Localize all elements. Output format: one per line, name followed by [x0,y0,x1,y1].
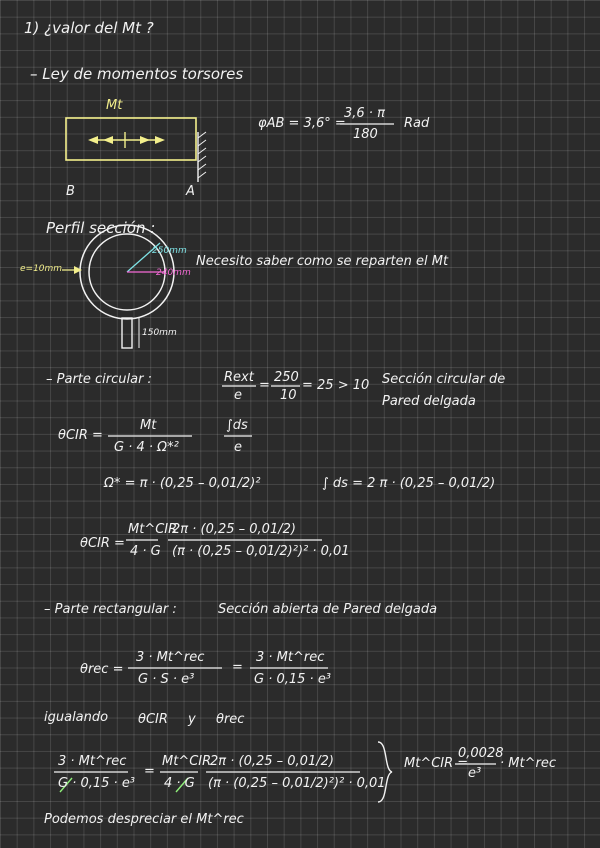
beam-label: Mt [106,98,123,113]
theta-cir2-lhs: θCIR = [80,536,125,551]
equating-label: igualando [44,710,109,725]
theta-cir-lhs: θCIR = [58,428,103,443]
theta-cir2-body-den: (π · (0,25 – 0,01/2)²)² · 0,01 [172,544,350,559]
theta-rec-frac2-den: G · 0,15 · e³ [254,672,332,687]
section-stem-rect [122,318,132,348]
section-heading-profile: Perfil sección : [46,219,156,237]
theta-rec-frac1-num: 3 · Mt^rec [136,650,205,665]
phi-unit: Rad [404,116,430,131]
ratio-numerator: Rext [224,370,254,385]
omega-equation: Ω* = π · (0,25 – 0,01/2)² [104,476,261,491]
beam-rect [66,118,196,160]
ds-equation: ∫ ds = 2 π · (0,25 – 0,01/2) [322,476,496,491]
dim-stem-label: 150mm [142,328,177,338]
theta-cir2-body: 2π · (0,25 – 0,01/2) [172,522,296,537]
dim-thickness-label: e=10mm [20,264,63,274]
result-denominator: e³ [468,766,482,781]
dim-outer-label: 250mm [152,246,187,256]
torque-arrow-left2-icon [103,136,113,144]
circular-description-2: Pared delgada [382,394,476,409]
torque-arrow-left-icon [88,136,98,144]
phi-lhs: φAB = 3,6° = [258,116,346,131]
theta-rec-frac2-num: 3 · Mt^rec [256,650,325,665]
question-title: 1) ¿valor del Mt ? [24,19,154,37]
theta-cir-frac2-num: ∫ds [226,418,248,433]
result-lhs: Mt^CIR = [404,756,469,771]
phi-denominator: 180 [353,127,378,142]
ratio-equals: = [259,378,270,393]
conclusion: Podemos despreciar el Mt^rec [44,812,244,827]
result-brace [378,742,392,802]
eq-lhs-num: 3 · Mt^rec [58,754,127,769]
torque-arrow-right2-icon [140,136,150,144]
beam-end-a: A [186,184,195,199]
equating-theta-rec: θrec [216,712,245,727]
ratio-value-denominator: 10 [280,388,297,403]
theta-cir-frac1-num: Mt [140,418,157,433]
theta-cir-frac2-den: e [234,440,242,455]
theta-rec-equals: = [232,660,243,675]
circular-part-label: – Parte circular : [46,372,152,387]
theta-rec-lhs: θrec = [80,662,124,677]
theta-cir2-num: Mt^CIR [128,522,178,537]
result-numerator: 0,0028 [458,746,504,761]
rect-description: Sección abierta de Pared delgada [218,602,438,617]
eq-rhs-den: 4 · G [164,776,195,791]
result-tail: · Mt^rec [500,756,556,771]
theta-cir-frac1-den: G · 4 · Ω*² [114,440,179,455]
theta-rec-frac1-den: G · S · e³ [138,672,195,687]
eq-rhs-body-den: (π · (0,25 – 0,01/2)²)² · 0,01 [208,776,386,791]
ratio-result: = 25 > 10 [302,378,370,393]
distribution-note: Necesito saber como se reparten el Mt [196,254,449,269]
eq-rhs-body: 2π · (0,25 – 0,01/2) [210,754,334,769]
theta-cir2-den: 4 · G [130,544,161,559]
equating-conjunction: y [188,712,196,727]
eq-lhs-den: G · 0,15 · e³ [58,776,136,791]
torque-arrow-right-icon [155,136,165,144]
ratio-denominator: e [234,388,242,403]
dim-inner-label: 240mm [156,268,191,278]
phi-numerator: 3,6 · π [344,106,385,121]
beam-end-b: B [66,184,75,199]
eq-equals: = [144,764,155,779]
ratio-value-numerator: 250 [274,370,299,385]
rect-part-label: – Parte rectangular : [44,602,177,617]
section-heading-torsion: – Ley de momentos torsores [30,65,244,83]
equating-theta-cir: θCIR [138,712,168,727]
eq-rhs-num: Mt^CIR [162,754,212,769]
circular-description-1: Sección circular de [382,372,506,387]
